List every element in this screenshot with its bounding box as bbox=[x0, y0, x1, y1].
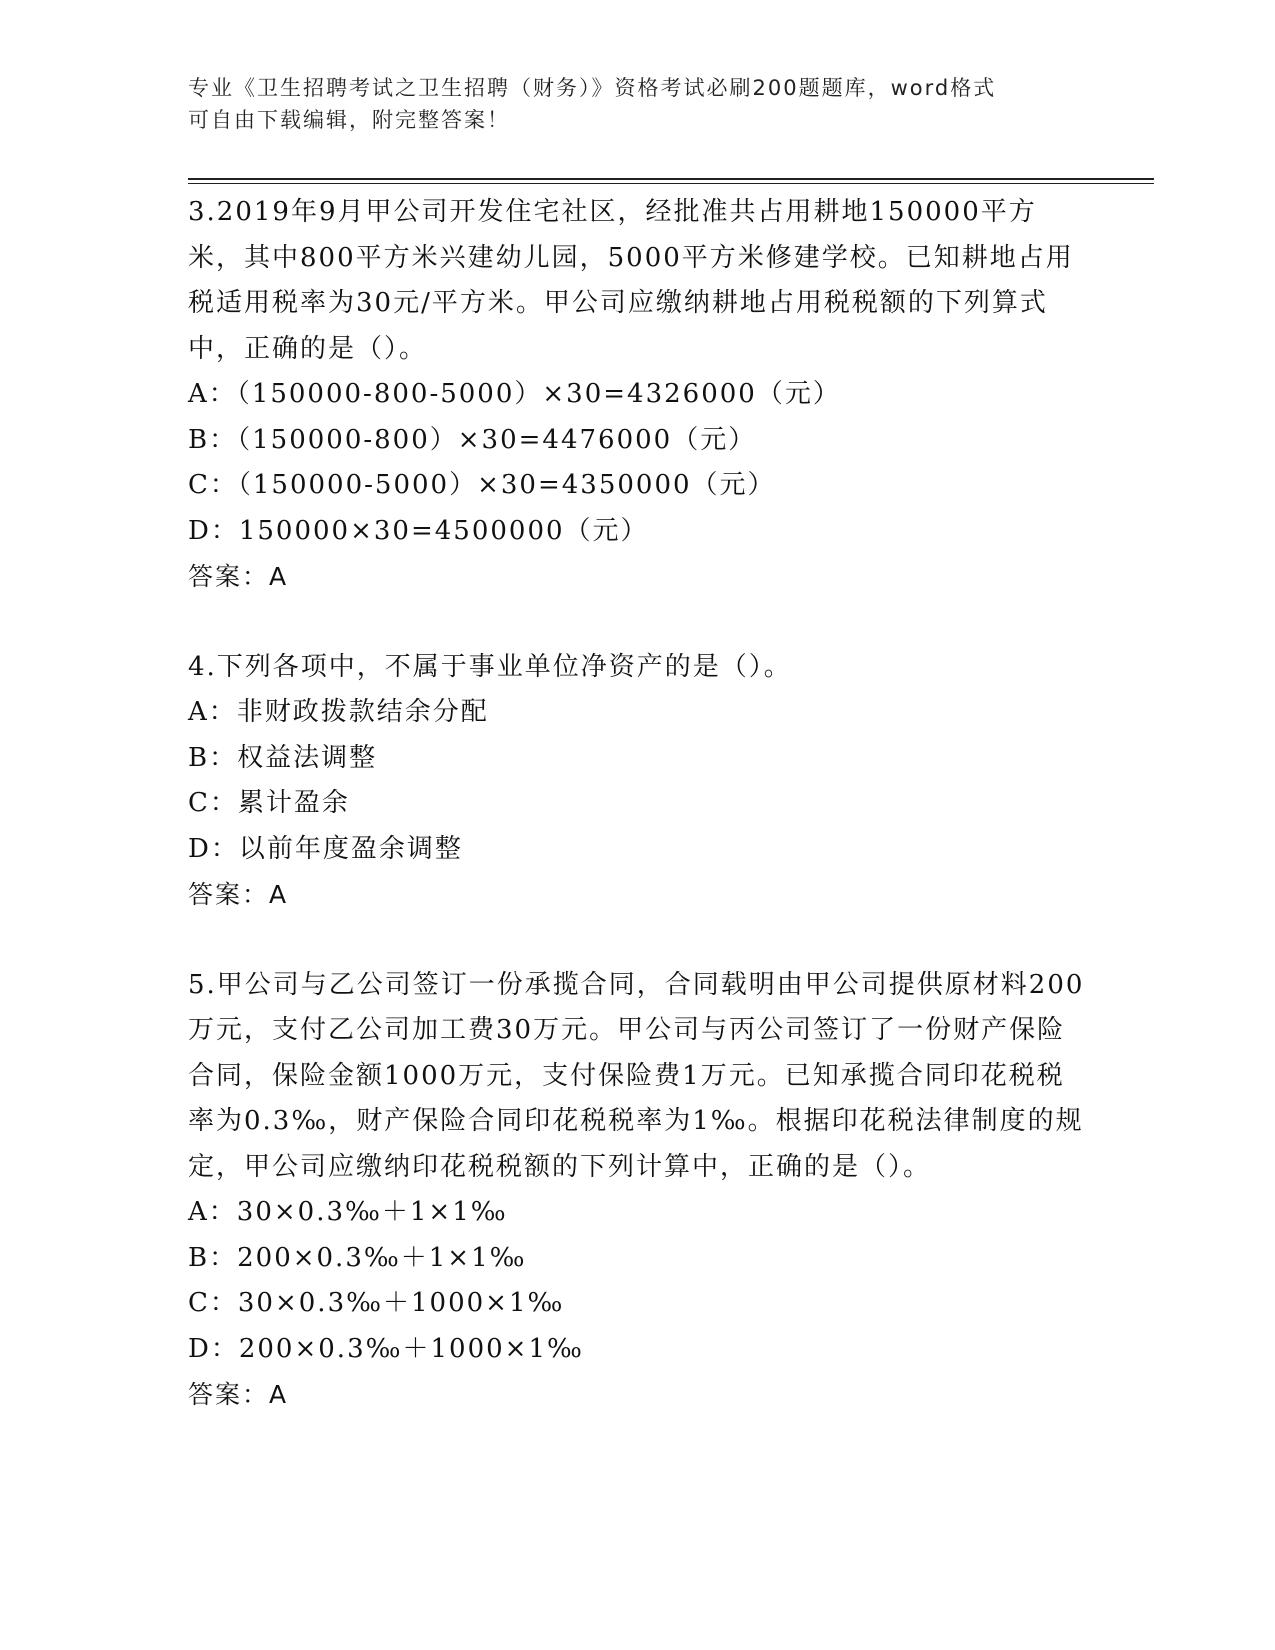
question-text: 3.2019年9月甲公司开发住宅社区，经批准共占用耕地150000平方米，其中800平方米兴建幼儿园，5000平方米修建学校。已知耕地占用税适用税率为30元/平方米。甲公司应缴纳耕地占用税税额的下列算式中，正确的是（）。 bbox=[188, 197, 1074, 364]
question-spacer bbox=[188, 600, 1088, 645]
option-d: D：150000×30=4500000（元） bbox=[188, 515, 649, 546]
option-a: A：非财政拨款结余分配 bbox=[188, 697, 489, 727]
option-c: C：30×0.3‰＋1000×1‰ bbox=[188, 1288, 565, 1318]
option-b: B：（150000-800）×30=4476000（元） bbox=[188, 424, 757, 455]
answer: 答案：A bbox=[188, 1380, 289, 1409]
question-5 bbox=[188, 963, 1088, 1418]
header-divider-thick bbox=[188, 178, 1154, 180]
question-text: 5.甲公司与乙公司签订一份承揽合同，合同载明由甲公司提供原材料200万元，支付乙公司加工费30万元。甲公司与丙公司签订了一份财产保险合同，保险金额1000万元，支付保险费1万元。已知承揽合同印花税税率为0.3‰，财产保险合同印花税税率为1‰。根据印花税法律制度的规定，甲公司应缴纳印花税税额的下列计算中，正确的是（）。 bbox=[188, 969, 1085, 1182]
answer: 答案：A bbox=[188, 562, 289, 591]
question-list bbox=[188, 190, 1088, 1418]
question-spacer bbox=[188, 918, 1088, 963]
question-text: 4.下列各项中，不属于事业单位净资产的是（）。 bbox=[188, 651, 792, 682]
option-a: A：（150000-800-5000）×30=4326000（元） bbox=[188, 379, 841, 409]
option-b: B：权益法调整 bbox=[188, 742, 378, 773]
option-c: C：累计盈余 bbox=[188, 788, 350, 818]
header-line-1: 专业《卫生招聘考试之卫生招聘（财务）》资格考试必刷200题题库，word格式 bbox=[188, 76, 997, 100]
option-d: D：以前年度盈余调整 bbox=[188, 833, 463, 864]
option-b: B：200×0.3‰＋1×1‰ bbox=[188, 1242, 527, 1273]
option-d: D：200×0.3‰＋1000×1‰ bbox=[188, 1333, 584, 1364]
question-4 bbox=[188, 645, 1088, 918]
header-divider-thin bbox=[188, 183, 1154, 184]
document-header bbox=[188, 72, 1088, 136]
option-c: C：（150000-5000）×30=4350000（元） bbox=[188, 470, 776, 500]
header-line-2: 可自由下载编辑，附完整答案！ bbox=[188, 108, 510, 132]
answer: 答案：A bbox=[188, 880, 289, 909]
option-a: A：30×0.3‰＋1×1‰ bbox=[188, 1197, 508, 1227]
question-3 bbox=[188, 190, 1088, 600]
